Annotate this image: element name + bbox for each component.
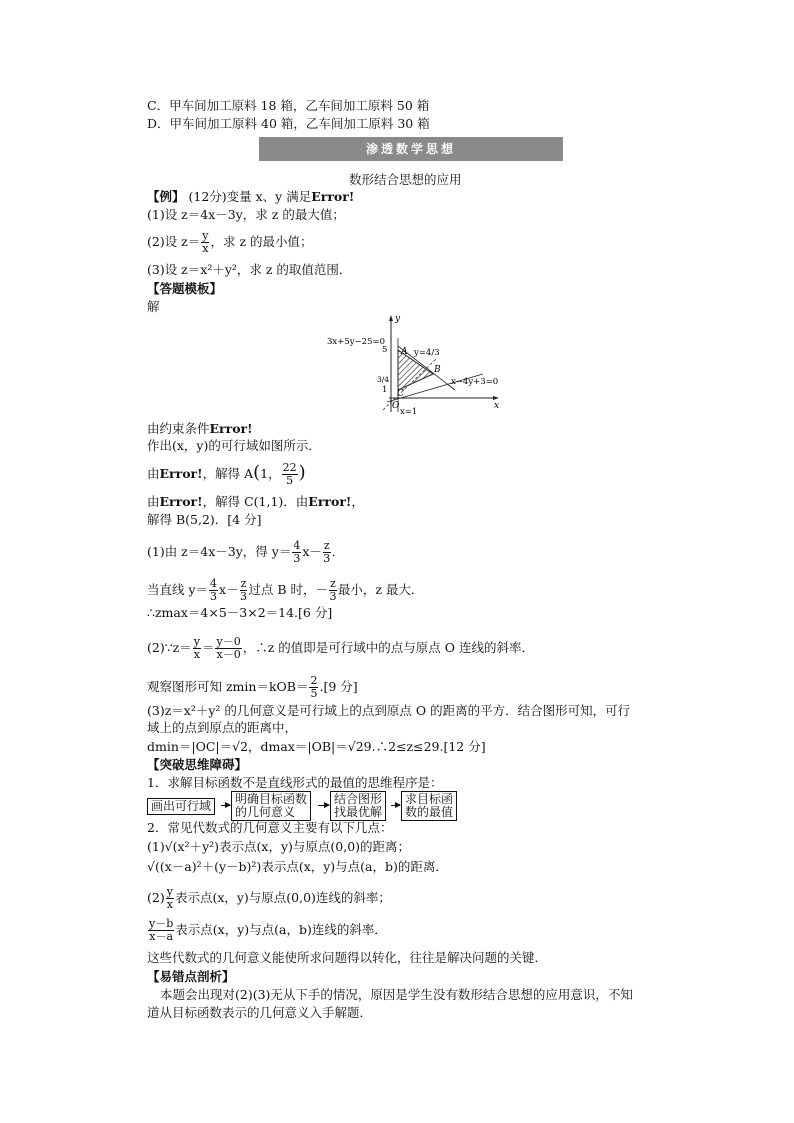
solution-line-4-mid: ，解得 C(1,1)．由: [202, 494, 309, 509]
tick-5: 5: [382, 345, 388, 355]
solution-line-3-pre: 由: [147, 466, 160, 481]
breakthrough-line-5: [147, 886, 391, 911]
section-title: 数形结合思想的应用: [349, 172, 462, 187]
fraction-numerator: y－b: [149, 917, 174, 930]
flow-arrow-icon: [221, 805, 230, 806]
part-1-line-3: ∴zmax＝4×5－3×2＝14.[6 分]: [147, 605, 333, 620]
fraction-y0-x0: [215, 636, 241, 661]
part-2-line-2-pre: 观察图形可知 zmin＝kOB＝: [147, 679, 309, 694]
fraction-numerator: y－0: [216, 635, 241, 648]
question-3: (3)设 z＝x²＋y²，求 z 的取值范围．: [147, 262, 352, 277]
point-c: C: [397, 389, 404, 399]
breakthrough-line-7: 这些代数式的几何意义能使所求问题得以转化，往往是解决问题的关键．: [147, 950, 548, 965]
part-1-line-2-mid2: 过点 B 时，－: [248, 582, 329, 597]
flow-step-4: [401, 791, 457, 821]
breakthrough-line-2: 2．常见代数式的几何意义主要有以下几点：: [147, 820, 393, 835]
error-text: Error!: [209, 421, 253, 436]
fraction-numerator: 2: [310, 674, 318, 687]
fraction-y-x: [193, 636, 201, 661]
flow-step-3-line-1: 结合图形: [334, 792, 383, 806]
part-2-line-1: [147, 636, 534, 661]
question-2: [147, 230, 313, 255]
fraction-denominator: 3: [293, 552, 301, 565]
solution-line-4-post: ，: [351, 494, 364, 509]
fraction-denominator: 3: [329, 590, 337, 603]
error-text: Error!: [159, 466, 203, 481]
fraction-4-3: [292, 540, 301, 565]
flow-step-4-line-2: 数的最值: [405, 805, 454, 819]
fraction-4-3: [209, 578, 218, 603]
fraction-numerator: z: [330, 577, 336, 590]
breakthrough-line-6: [147, 918, 387, 943]
point-a-x: 1，: [260, 466, 281, 481]
part-3-line-3: dmin＝|OC|＝√2，dmax＝|OB|＝√29.∴2≤z≤29.[12 分]: [147, 739, 486, 754]
fraction-yb-xa: [148, 918, 174, 943]
fraction-22-5: [282, 462, 298, 487]
flow-step-3-line-2: 找最优解: [334, 805, 383, 819]
fraction-z-3: [323, 540, 331, 565]
b5-post: 表示点(x，y)与原点(0,0)连线的斜率；: [174, 890, 391, 905]
solve-label: 解: [147, 299, 160, 314]
part-1-line-2: [147, 578, 423, 603]
breakthrough-line-1: 1．求解目标函数不是直线形式的最值的思维程序是：: [147, 775, 443, 790]
fraction-z-3: [240, 578, 248, 603]
flow-step-3: [330, 791, 386, 821]
right-paren: ): [298, 462, 306, 483]
error-text: Error!: [308, 494, 352, 509]
solution-line-1-text: 由约束条件: [147, 421, 210, 436]
option-d: D．甲车间加工原料 40 箱，乙车间加工原料 30 箱: [147, 116, 430, 131]
y-axis-label: y: [395, 314, 401, 324]
flow-arrow-icon: [391, 805, 400, 806]
part-1-post: ．: [331, 544, 345, 559]
part-2-pre: (2)∵z＝: [147, 640, 192, 655]
part-1-line-2-post: 最小，z 最大．: [337, 582, 424, 597]
solution-line-2: 作出(x，y)的可行域如图所示．: [147, 438, 321, 453]
example-tag: 【例】: [147, 189, 185, 204]
fraction-numerator: y: [202, 229, 209, 242]
label-x-equals-1: x=1: [400, 407, 418, 416]
flow-arrow-icon: [318, 805, 329, 806]
error-text: Error!: [311, 189, 355, 204]
fraction-denominator: x: [166, 898, 173, 911]
fraction-denominator: 3: [240, 590, 247, 603]
label-line-3x5y: 3x+5y−25=0: [327, 337, 386, 347]
example-intro: [147, 189, 354, 205]
solution-line-5: 解得 B(5,2)．[4 分]: [147, 512, 262, 527]
solution-line-1: [147, 421, 253, 437]
b6-post: 表示点(x，y)与点(a，b)连线的斜率．: [175, 922, 387, 937]
solution-line-4: [147, 494, 364, 510]
fraction-numerator: z: [240, 577, 247, 590]
error-text: Error!: [159, 494, 203, 509]
question-2-post: ，求 z 的最小值；: [210, 234, 313, 249]
part-2-line-2-post: .[9 分]: [319, 679, 358, 694]
point-a: A: [401, 347, 408, 357]
flow-step-1: 画出可行域: [147, 798, 215, 815]
fraction-2-5: [309, 675, 318, 700]
breakthrough-title: 【突破思维障碍】: [147, 757, 248, 772]
fraction-denominator: 5: [310, 687, 318, 700]
flow-step-2-line-1: 明确目标函数: [235, 792, 308, 806]
tick-3-4: 3/4: [377, 375, 390, 384]
part-1-line-2-mid: x－: [219, 582, 239, 597]
fraction-denominator: x: [193, 648, 200, 661]
section-banner: 渗透数学思想: [259, 137, 563, 161]
pitfall-line-1: 本题会出现对(2)(3)无从下手的情况，原因是学生没有数形结合思想的应用意识，不知: [160, 987, 633, 1002]
question-2-pre: (2)设 z＝: [147, 234, 201, 249]
part-1-mid: x－: [302, 544, 322, 559]
equals: ＝: [201, 640, 215, 655]
fraction-z-3: [329, 578, 337, 603]
solution-line-3-mid: ，解得 A: [202, 466, 254, 481]
breakthrough-line-4: √((x－a)²＋(y－b)²)表示点(x，y)与点(a，b)的距离．: [147, 859, 448, 874]
point-o: O: [392, 401, 400, 411]
part-1-line-2-pre: 当直线 y＝: [147, 582, 209, 597]
x-axis-label: x: [494, 401, 500, 411]
fraction-y-x: [166, 886, 174, 911]
option-c: C．甲车间加工原料 18 箱，乙车间加工原料 50 箱: [147, 98, 430, 113]
b5-pre: (2): [147, 890, 165, 905]
flow-step-4-line-1: 求目标函: [405, 792, 454, 806]
fraction-y-over-x: [201, 230, 209, 255]
fraction-numerator: 4: [210, 577, 218, 590]
part-3-line-2: 域上的点到原点的距离中，: [147, 720, 298, 735]
fraction-denominator: x－0: [216, 648, 241, 661]
fraction-numerator: y: [193, 635, 200, 648]
label-line-x4y: x−4y+3=0: [451, 377, 499, 387]
part-2-line-2: [147, 675, 358, 700]
label-y-4-3: y=4/3: [414, 348, 440, 358]
fraction-denominator: 3: [210, 590, 218, 603]
fraction-denominator: x: [202, 242, 209, 255]
part-1-pre: (1)由 z＝4x－3y，得 y＝: [147, 544, 292, 559]
left-paren: (: [253, 462, 261, 483]
fraction-numerator: 22: [282, 461, 297, 474]
fraction-numerator: y: [166, 885, 173, 898]
question-1: (1)设 z＝4x－3y，求 z 的最大值；: [147, 207, 345, 222]
fraction-denominator: 5: [286, 474, 294, 487]
part-3-line-1: (3)z＝x²＋y² 的几何意义是可行域上的点到原点 O 的距离的平方．结合图形可知，可行: [147, 703, 631, 718]
flow-step-2: [231, 791, 311, 821]
breakthrough-line-3: (1)√(x²＋y²)表示点(x，y)与原点(0,0)的距离；: [147, 839, 411, 854]
tick-1: 1: [382, 385, 388, 395]
solution-line-3: [147, 462, 306, 487]
part-2-post: ，∴z 的值即是可行域中的点与原点 O 连线的斜率．: [242, 640, 534, 655]
example-intro-text: (12分)变量 x、y 满足: [184, 189, 312, 204]
part-1-line-1: [147, 540, 344, 565]
flow-step-2-line-2: 的几何意义: [235, 805, 296, 819]
pitfall-title: 【易错点剖析】: [147, 969, 235, 984]
pitfall-line-2: 道从目标函数表示的几何意义入手解题．: [147, 1005, 373, 1020]
fraction-denominator: 3: [323, 552, 331, 565]
fraction-numerator: z: [323, 539, 330, 552]
solution-line-4-pre: 由: [147, 494, 160, 509]
template-title: 【答题模板】: [147, 281, 223, 296]
point-b: B: [434, 365, 441, 375]
fraction-numerator: 4: [293, 539, 301, 552]
feasible-region-figure: [325, 312, 505, 416]
fraction-denominator: x－a: [149, 930, 174, 943]
